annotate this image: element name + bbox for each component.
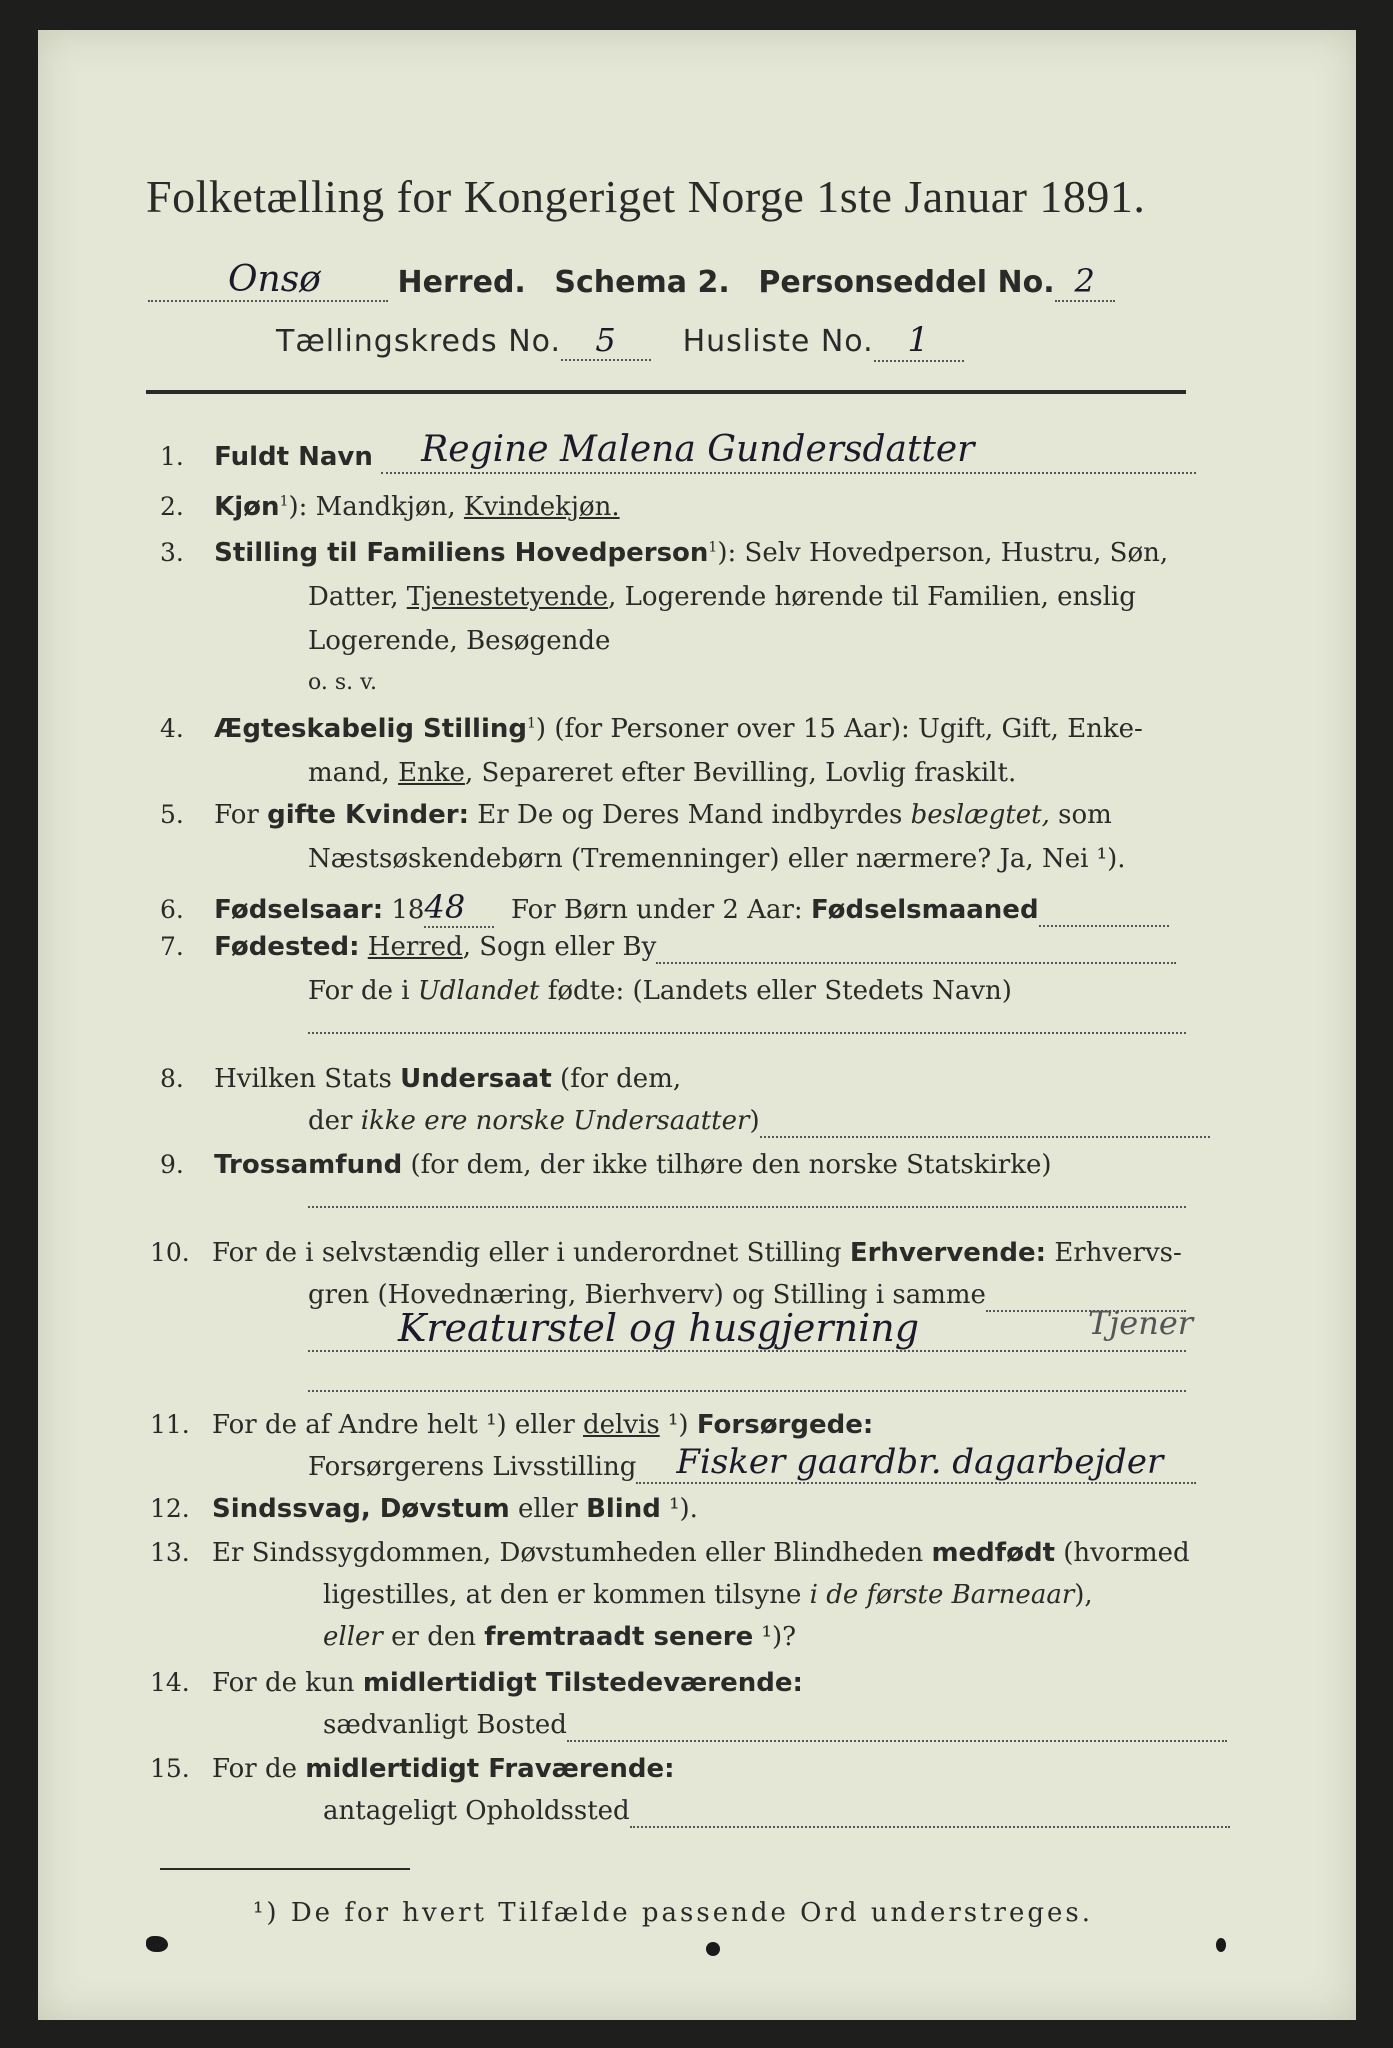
item-number: 10. <box>150 1238 190 1267</box>
item-number: 6. <box>160 895 184 924</box>
item-3-line3: Logerende, Besøgende <box>308 626 611 656</box>
item-5-line2: Næstsøskendebørn (Tremenninger) eller nærmere? Ja, Nei ¹). <box>308 844 1126 874</box>
item-7-line2 <box>308 976 1012 1006</box>
item-label: Stilling til Familiens Hovedperson <box>214 538 709 568</box>
ink-mark <box>1216 1938 1226 1952</box>
item-15 <box>150 1754 675 1784</box>
item-label: midlertidigt Fraværende: <box>305 1754 675 1784</box>
item-12 <box>150 1494 698 1524</box>
forsorger-value: Fisker gaardbr. dagarbejder <box>676 1442 1164 1482</box>
item-text: For <box>214 800 268 830</box>
item-label: Sindssvag, Døvstum <box>212 1494 510 1524</box>
item-8 <box>160 1064 681 1094</box>
item-text: (hvormed <box>1055 1538 1190 1568</box>
item-text: , Sogn eller By <box>462 932 657 962</box>
item-3 <box>160 538 1168 568</box>
item-number: 8. <box>160 1064 184 1093</box>
form-title: Folketælling for Kongeriget Norge 1ste Januar 1891. <box>146 171 1146 222</box>
item-text: ), <box>1074 1580 1093 1610</box>
item-6 <box>160 888 1169 928</box>
item-10 <box>150 1238 1182 1268</box>
item-14-line2 <box>323 1710 1227 1742</box>
item-text-italic: ikke ere norske Undersaatter <box>360 1106 750 1136</box>
item-14 <box>150 1668 803 1698</box>
item-text: ): Mandkjøn, <box>288 492 464 522</box>
item-number: 3. <box>160 538 184 567</box>
herred-value: Onsø <box>228 259 321 300</box>
personseddel-label: Personseddel No. <box>758 265 1055 300</box>
item-2 <box>160 492 620 522</box>
item-label: Erhvervende: <box>849 1238 1047 1268</box>
item-label: fremtraadt senere <box>484 1622 754 1652</box>
item-text: For de i <box>308 976 418 1006</box>
fill-line <box>760 1106 1210 1138</box>
footnote: ¹) De for hvert Tilfælde passende Ord understreges. <box>253 1898 1094 1928</box>
item-label: medfødt <box>931 1538 1056 1568</box>
item-1 <box>160 429 1196 474</box>
item-text: ligestilles, at den er kommen tilsyne <box>323 1580 810 1610</box>
year-prefix: 18 <box>391 895 425 925</box>
item-text: antageligt Opholdssted <box>323 1796 630 1826</box>
header-rule <box>146 390 1186 394</box>
fill-line <box>308 1182 1186 1208</box>
item-3-line2 <box>308 582 1136 612</box>
husliste-value: 1 <box>874 320 964 362</box>
footnote-ref: 1 <box>708 539 718 556</box>
item-text: ¹). <box>660 1494 698 1524</box>
item-11 <box>150 1410 873 1440</box>
item-11-line2 <box>308 1442 1196 1484</box>
item-text: For de i selvstændig eller i underordnet Stilling <box>212 1238 850 1268</box>
item-text: ): Selv Hovedperson, Hustru, Søn, <box>717 538 1169 568</box>
fill-line <box>567 1710 1227 1742</box>
item-text: er den <box>382 1622 485 1652</box>
item-text: For Børn under 2 Aar: <box>511 895 811 925</box>
herred-label: Herred. <box>397 265 526 300</box>
item-text: ) <box>749 1106 760 1136</box>
item-label: Trossamfund <box>214 1150 403 1180</box>
full-name-value: Regine Malena Gundersdatter <box>421 429 975 470</box>
item-text: ) (for Personer over 15 Aar): Ugift, Gift, Enke- <box>535 714 1143 744</box>
item-text: eller <box>509 1494 587 1524</box>
fill-line <box>308 1366 1186 1392</box>
item-4 <box>160 714 1143 744</box>
ink-mark <box>706 1942 720 1956</box>
item-text: som <box>1049 800 1112 830</box>
item-number: 14. <box>150 1668 190 1697</box>
item-number: 13. <box>150 1538 190 1567</box>
item-number: 9. <box>160 1150 184 1179</box>
item-number: 1. <box>160 442 184 471</box>
item-text: (for dem, der ikke tilhøre den norske Statskirke) <box>402 1150 1052 1180</box>
item-15-line2 <box>323 1796 1230 1828</box>
item-text: Er Sindssygdommen, Døvstumheden eller Blindheden <box>212 1538 932 1568</box>
item-text: Forsørgerens Livsstilling <box>308 1452 637 1482</box>
kreds-line <box>276 320 964 362</box>
item-text: fødte: (Landets eller Stedets Navn) <box>539 976 1012 1006</box>
item-number: 4. <box>160 714 184 743</box>
item-label: Fuldt Navn <box>214 442 373 472</box>
footnote-ref: 1 <box>526 715 536 732</box>
item-13-line2 <box>323 1580 1093 1610</box>
item-number: 7. <box>160 932 184 961</box>
kjon-underlined: Kvindekjøn. <box>463 492 620 522</box>
item-text-italic: Udlandet <box>417 976 540 1006</box>
item-text: Datter, <box>308 582 407 612</box>
kreds-value: 5 <box>561 321 651 361</box>
item-4-line2 <box>308 758 1016 788</box>
item-number: 5. <box>160 800 184 829</box>
item-8-line2 <box>308 1106 1210 1138</box>
delvis-underlined: delvis <box>583 1410 660 1440</box>
item-label: Fødselsaar: <box>214 895 384 925</box>
item-label: Forsørgede: <box>696 1410 874 1440</box>
item-13-line3 <box>323 1622 796 1652</box>
footnote-ref: 1 <box>279 493 289 510</box>
item-text: sædvanligt Bosted <box>323 1710 567 1740</box>
footnote-rule <box>160 1868 410 1870</box>
birth-year-value: 48 <box>424 888 494 928</box>
fill-line <box>308 1008 1186 1034</box>
item-number: 11. <box>150 1410 190 1439</box>
item-text: Hvilken Stats <box>214 1064 401 1094</box>
enke-underlined: Enke <box>398 758 465 788</box>
item-9 <box>160 1150 1052 1180</box>
item-text: ¹)? <box>753 1622 797 1652</box>
fill-line <box>1039 895 1169 927</box>
item-label: Fødselsmaaned <box>810 895 1039 925</box>
item-text: For de <box>212 1754 306 1784</box>
item-label: Kjøn <box>214 492 280 522</box>
kreds-label: Tællingskreds No. <box>276 324 561 359</box>
item-label: Undersaat <box>400 1064 552 1094</box>
husliste-label: Husliste No. <box>682 324 874 359</box>
item-number: 12. <box>150 1494 190 1523</box>
item-text-italic: beslægtet, <box>910 800 1050 830</box>
erhverv-value-2: Tjener <box>1088 1304 1194 1342</box>
item-7 <box>160 932 1176 964</box>
item-13 <box>150 1538 1190 1568</box>
erhverv-value: Kreaturstel og husgjerning <box>398 1306 920 1350</box>
item-text: Er De og Deres Mand indbyrdes <box>469 800 911 830</box>
herred-line <box>148 259 1115 302</box>
herred-underlined: Herred <box>367 932 463 962</box>
fill-line <box>656 932 1176 964</box>
item-label: midlertidigt Tilstedeværende: <box>362 1668 803 1698</box>
item-3-line4: o. s. v. <box>308 670 377 695</box>
item-number: 2. <box>160 492 184 521</box>
stilling-underlined: Tjenestetyende <box>406 582 609 612</box>
item-text: , Separeret efter Bevilling, Lovlig fraskilt. <box>464 758 1017 788</box>
item-text: For de af Andre helt ¹) eller <box>212 1410 584 1440</box>
item-text: gren (Hovednæring, Bierhverv) og Stilling i samme <box>308 1280 986 1310</box>
ink-mark <box>146 1936 168 1952</box>
item-text: ¹) <box>659 1410 697 1440</box>
item-text: For de kun <box>212 1668 363 1698</box>
item-text: (for dem, <box>551 1064 682 1094</box>
item-text: Erhvervs- <box>1046 1238 1182 1268</box>
item-label: Blind <box>586 1494 661 1524</box>
item-number: 15. <box>150 1754 190 1783</box>
personseddel-value: 2 <box>1055 262 1115 302</box>
fill-line <box>630 1796 1230 1828</box>
schema-label: Schema 2. <box>554 265 730 300</box>
item-text: der <box>308 1106 361 1136</box>
item-5 <box>160 800 1112 830</box>
item-text-italic: eller <box>323 1622 383 1652</box>
item-text: , Logerende hørende til Familien, enslig <box>608 582 1136 612</box>
item-label: gifte Kvinder: <box>267 800 470 830</box>
item-label: Ægteskabelig Stilling <box>214 714 527 744</box>
item-text: mand, <box>308 758 399 788</box>
erhverv-line <box>308 1304 1194 1352</box>
item-text-italic: i de første Barneaar <box>809 1580 1075 1610</box>
item-label: Fødested: <box>214 932 360 962</box>
census-form <box>38 30 1356 2020</box>
